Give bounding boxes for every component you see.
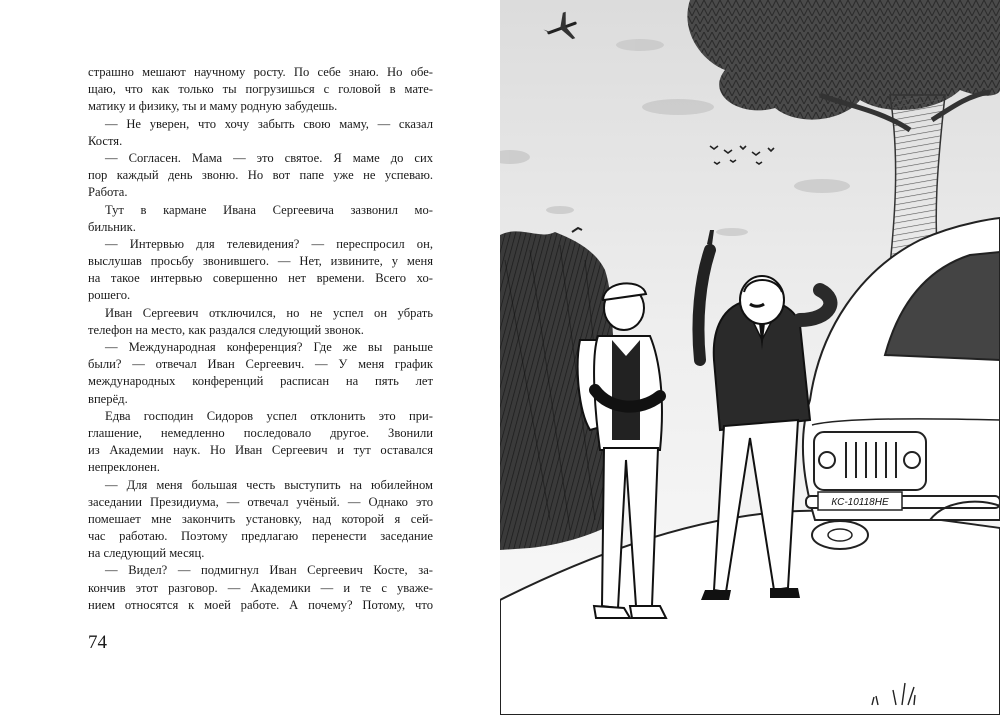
text-line: выслушав просьбу звонившего. — Нет, извините, у меня — [88, 254, 433, 269]
text-line: непреклонен. — [88, 460, 160, 475]
text-line: глашение, немедленно последовало другое. Звонили — [88, 425, 433, 440]
text-line: бильник. — [88, 219, 136, 234]
text-line: рошего. — [88, 288, 131, 303]
text-line: — Интервью для телевидения? — переспросил он, — [105, 236, 433, 251]
text-line: из Академии наук. Но Иван Сергеевич и тут оставался — [88, 443, 433, 458]
text-line: — Не уверен, что хочу забыть свою маму, — сказал — [105, 116, 433, 131]
text-line: пор каждый день звоню. Но вот папе уже не успеваю. — [88, 168, 433, 183]
text-line: телефон на место, как раздался следующий звонок. — [88, 322, 364, 337]
text-line: помешает мне закончить установку, над которой я сей- — [88, 511, 433, 526]
text-line: — Согласен. Мама — это святое. Я маме до сих — [105, 150, 433, 165]
illustration — [500, 0, 1000, 715]
text-line: на такое интервью совершенно нет времени. Всего хо- — [88, 271, 433, 286]
text-column — [88, 64, 433, 614]
text-line: на следующий месяц. — [88, 546, 205, 561]
text-line: были? — отвечал Иван Сергеевич. — У меня график — [88, 357, 433, 372]
headlight-left — [819, 452, 835, 468]
text-line: Едва господин Сидоров успел отклонить это при- — [105, 408, 433, 423]
text-line: — Видел? — подмигнул Иван Сергеевич Косте, за- — [105, 563, 433, 578]
text-line: — Международная конференция? Где же вы раньше — [105, 340, 433, 354]
text-line: страшно мешают научному росту. По себе знаю. Но обе- — [88, 65, 433, 79]
text-line: — Для меня большая честь выступить на юбилейном — [105, 477, 433, 492]
text-line: щаю, что как только ты погрузишься с головой в мате- — [88, 82, 433, 97]
text-line: Иван Сергеевич отключился, но не успел он убрать — [105, 305, 433, 320]
scientist-head — [740, 276, 784, 324]
text-line: Тут в кармане Ивана Сергеевича зазвонил мо- — [105, 202, 433, 217]
text-line: Костя. — [88, 133, 123, 148]
text-line: заседании Президиума, — отвечал учёный. — Однако это — [88, 494, 433, 509]
text-line: кончив этот разговор. — Академики — и те с уваже- — [88, 580, 433, 595]
text-line: вперёд. — [88, 391, 128, 406]
text-line: Работа. — [88, 185, 128, 200]
text-line: нием относятся к моей работе. А почему? Потому, что — [88, 597, 433, 612]
page-number: 74 — [88, 632, 107, 653]
text-line: час работаю. Поэтому предлагаю перенести заседание — [88, 529, 433, 544]
headlight-right — [904, 452, 920, 468]
text-line: матику и физику, ты и маму родную забудешь. — [88, 99, 338, 114]
text-line: международных конференций расписан на пять лет — [88, 374, 433, 389]
right-page-illustration — [500, 0, 1000, 715]
license-plate-text: КС-10118НЕ — [831, 497, 889, 508]
